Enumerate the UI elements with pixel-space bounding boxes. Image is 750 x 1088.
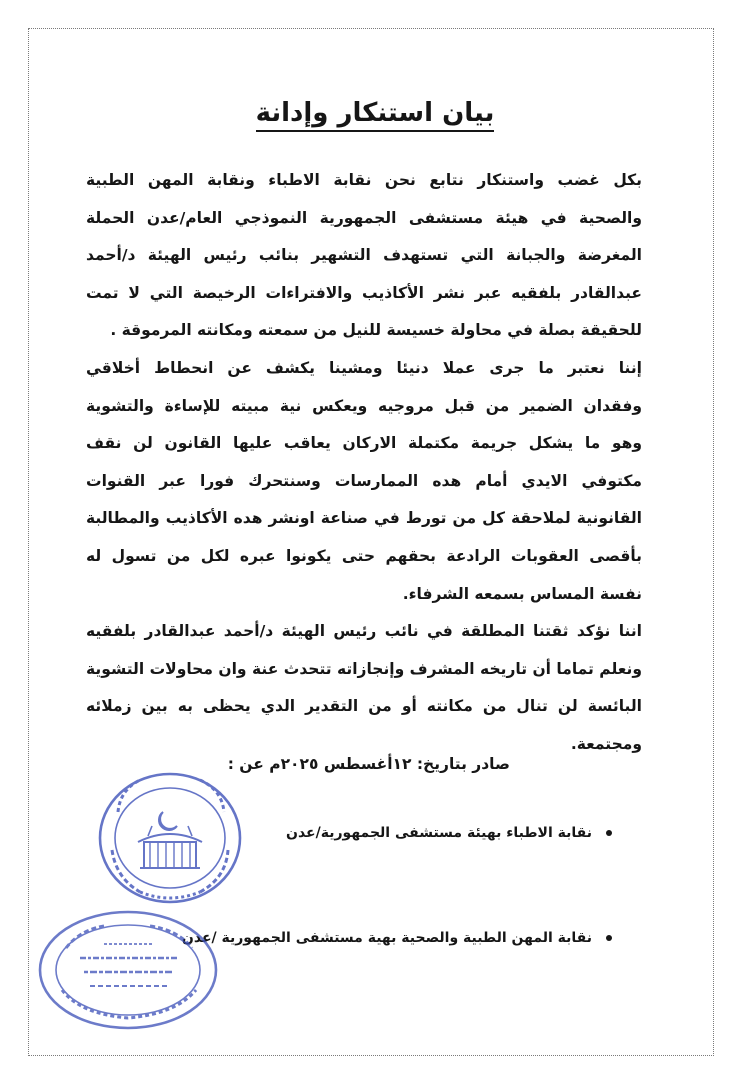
body-line: إننا نعتبر ما جرى عملا دنيئا ومشينا يكشف عن انحطاط أخلاقي [86, 358, 642, 377]
body-line: نفسة المساس بسمعه الشرفاء. [402, 584, 642, 603]
signatory-label: نقابة المهن الطبية والصحية بهية مستشفى الجمهورية /عدن [181, 930, 592, 946]
body-line: ومجتمعة. [570, 734, 642, 753]
body-line: المغرضة والجبانة التي تستهدف التشهير بنائب رئيس الهيئة د/أحمد [86, 246, 642, 265]
body-line: مكتوفي الايدي أمام هده الممارسات وسنتحرك فورا عبر القنوات [86, 471, 642, 490]
body-line: القانونية لملاحقة كل من تورط في صناعة اونشر هده الأكاذيب والمطالبة [86, 509, 642, 528]
body-line: اننا نؤكد ثقتنا المطلقة في نائب رئيس الهيئة د/أحمد عبدالقادر بلفقيه [86, 622, 642, 641]
body-line: البائسة لن تنال من مكانته أو من التقدير الدي يحظى به بين زملائه [86, 697, 642, 716]
statement-title: بيان استنكار وإدانة [0, 98, 750, 128]
signatory-label: نقابة الاطباء بهيئة مستشفى الجمهورية/عدن [286, 825, 592, 841]
body-line: بأقصى العقوبات الرادعة بحقهم حتى يكونوا عبره لكل من تسول له [86, 546, 642, 565]
body-line: ونعلم تماما أن تاريخه المشرف وإنجازاته تتحدث عنة وان محاولات التشوية [86, 659, 642, 678]
union-round-stamp-icon [40, 912, 216, 1028]
body-line: وفقدان الضمير من قبل مروجيه ويعكس نية مبيته للإساءة والتشوية [86, 396, 642, 415]
issued-date-line: صادر بتاريخ: ١٢أغسطس ٢٠٢٥م عن : [227, 755, 510, 773]
body-line: والصحية في هيئة مستشفى الجمهورية النموذجي العام/عدن الحملة [86, 208, 642, 227]
body-line: بكل غضب واستنكار نتابع نحن نقابة الاطباء ونقابة المهن الطبية [86, 171, 642, 189]
body-line: عبدالقادر بلفقيه عبر نشر الأكاذيب والافتراءات الرخيصة التي لا تمت [86, 283, 642, 302]
body-line: للحقيقة بصلة في محاولة خسيسة للنيل من سمعته ومكانته المرموقة . [110, 321, 642, 340]
body-line: وهو ما يشكل جريمة مكتملة الاركان يعاقب عليها القانون لن نقف [86, 434, 642, 453]
union-seal-stamp-icon [100, 774, 240, 902]
